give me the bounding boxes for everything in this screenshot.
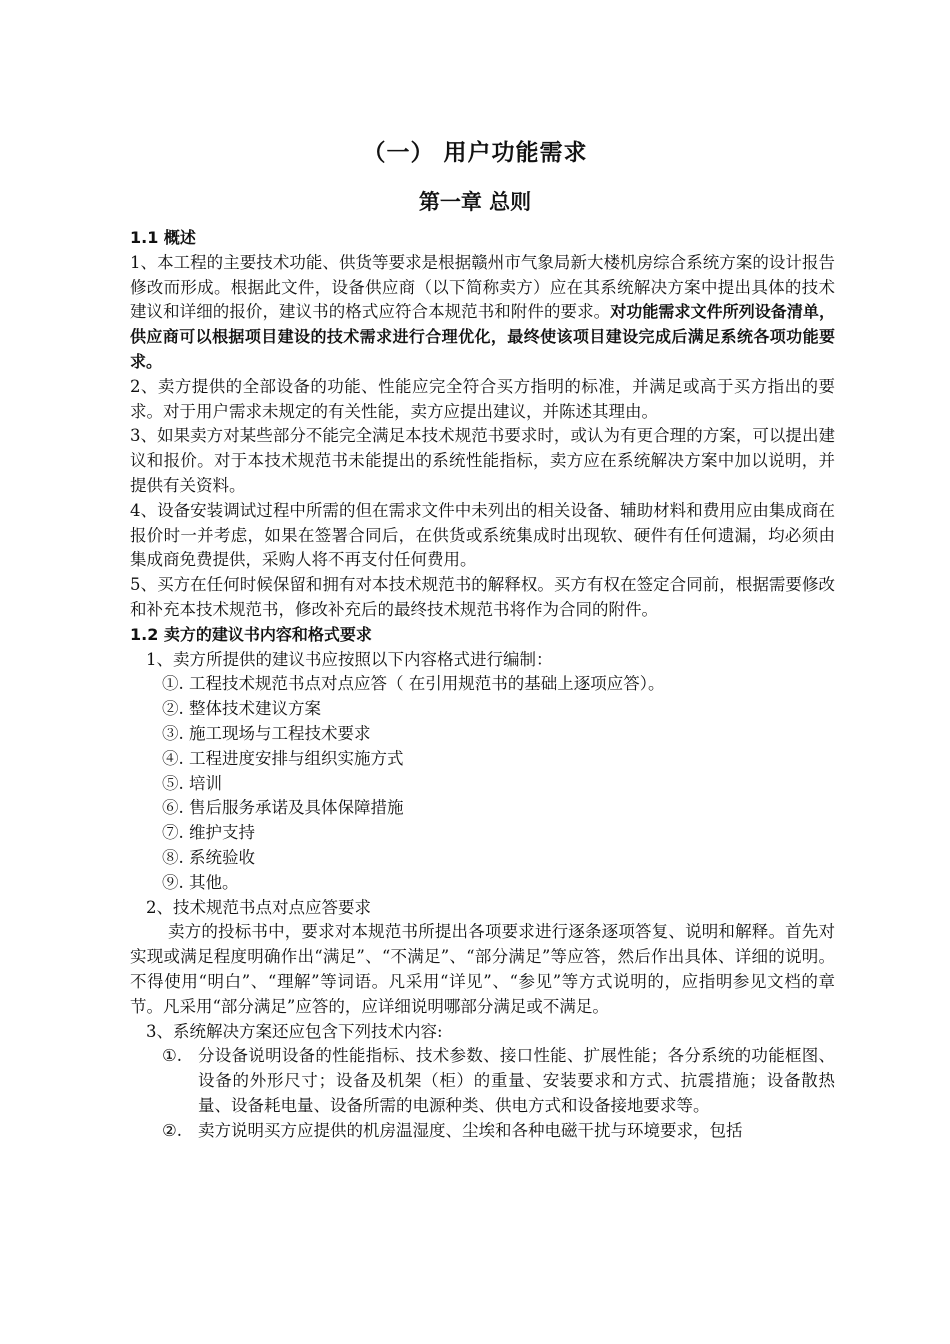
list-item: ⑦. 维护支持 <box>162 823 255 843</box>
document-title: （一） 用户功能需求 <box>362 140 588 166</box>
item-text: 分设备说明设备的性能指标、技术参数、接口性能、扩展性能；各分系统的功能框图、设备的外形尺寸；设备及机架（柜）的重量、安装要求和方式、抗震措施；设备散热量、设备耗电量、设备所需的电源种类、供电方式和设备接地要求等。 <box>198 1046 835 1115</box>
response-requirement-heading: 2、技术规范书点对点应答要求 <box>146 897 371 917</box>
solution-content-item-1 <box>130 1044 835 1118</box>
item-number: ②. <box>162 1120 183 1140</box>
chapter-title: 第一章 总则 <box>418 190 532 214</box>
paragraph-2: 2、卖方提供的全部设备的功能、性能应完全符合买方指明的标准，并满足或高于买方指出的要求。对于用户需求未规定的有关性能，卖方应提出建议，并陈述其理由。 <box>130 376 835 421</box>
response-requirement-body: 卖方的投标书中，要求对本规范书所提出各项要求进行逐条逐项答复、说明和解释。首先对实现或满足程度明确作出“满足”、“不满足”、“部分满足”等应答，然后作出具体、详细的说明。不得使用“明白”、“理解”等词语。凡采用“详见”、“参见”等方式说明的，应指明参见文档的章节。凡采用“部分满足”应答的，应详细说明哪部分满足或不满足。 <box>130 922 835 1016</box>
list-item: ⑥. 售后服务承诺及具体保障措施 <box>162 798 404 818</box>
document-body <box>130 226 835 1143</box>
list-item: ①. 工程技术规范书点对点应答（ 在引用规范书的基础上逐项应答）。 <box>162 674 665 694</box>
section-heading-1-1: 1.1 概述 <box>130 228 196 247</box>
paragraph-1-text: 1、本工程的主要技术功能、供货等要求是根据赣州市气象局新大楼机房综合系统方案的设计报告修改而形成。根据此文件，设备供应商（以下简称卖方）应在其系统解决方案中提出具体的技术建议和详细的报价，建议书的格式应符合本规范书和附件的要求。 <box>130 252 835 322</box>
paragraph-5: 5、买方在任何时候保留和拥有对本技术规范书的解释权。买方有权在签定合同前，根据需要修改和补充本技术规范书，修改补充后的最终技术规范书将作为合同的附件。 <box>130 575 835 619</box>
solution-content-item-2 <box>130 1119 835 1144</box>
proposal-format-intro: 1、卖方所提供的建议书应按照以下内容格式进行编制： <box>146 649 553 669</box>
paragraph-3: 3、如果卖方对某些部分不能完全满足本技术规范书要求时，或认为有更合理的方案，可以提出建议和报价。对于本技术规范书未能提出的系统性能指标，卖方应在系统解决方案中加以说明，并提供有关资料。 <box>130 426 835 495</box>
list-item: ④. 工程进度安排与组织实施方式 <box>162 748 404 768</box>
list-item: ⑨. 其他。 <box>162 872 239 892</box>
paragraph-1 <box>130 251 835 375</box>
list-item: ⑤. 培训 <box>162 773 222 793</box>
list-item: ⑧. 系统验收 <box>162 847 255 867</box>
item-text: 卖方说明买方应提供的机房温湿度、尘埃和各种电磁干扰与环境要求，包括 <box>198 1120 743 1140</box>
paragraph-1-bold-text: 对功能需求文件所列设备清单，供应商可以根据项目建设的技术需求进行合理优化，最终使该项目建设完成后满足系统各项功能要求。 <box>130 302 835 371</box>
solution-content-heading: 3、系统解决方案还应包含下列技术内容: <box>146 1021 443 1041</box>
section-heading-1-2: 1.2 卖方的建议书内容和格式要求 <box>130 624 372 644</box>
list-item: ③. 施工现场与工程技术要求 <box>162 723 371 743</box>
proposal-format-list <box>130 672 835 895</box>
list-item: ②. 整体技术建议方案 <box>162 699 321 719</box>
item-number: ①. <box>162 1046 183 1066</box>
paragraph-4: 4、设备安装调试过程中所需的但在需求文件中未列出的相关设备、辅助材料和费用应由集成商在报价时一并考虑，如果在签署合同后，在供货或系统集成时出现软、硬件有任何遗漏，均必须由集成商免费提供，采购人将不再支付任何费用。 <box>130 500 835 570</box>
